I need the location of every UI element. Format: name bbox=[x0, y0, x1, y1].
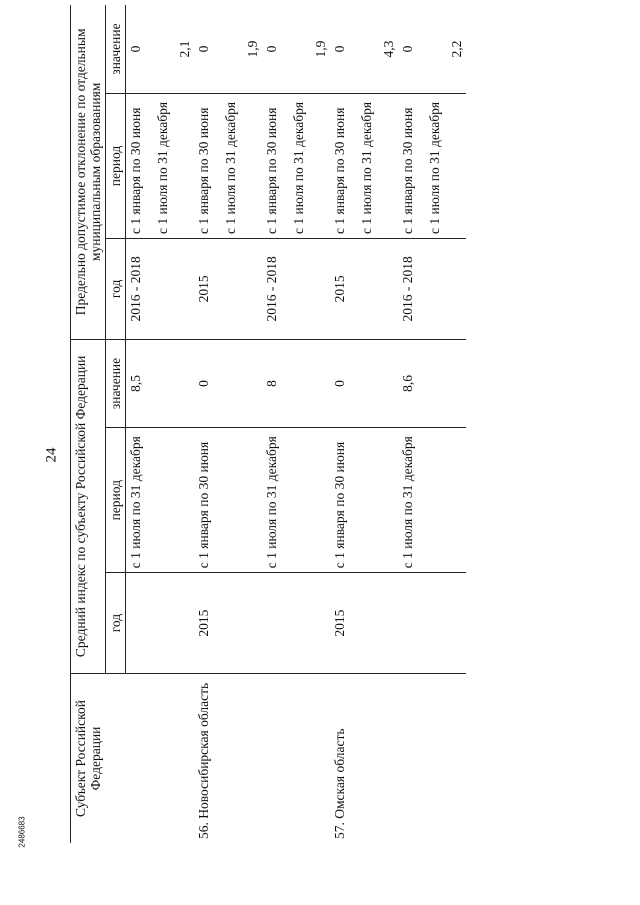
dev-value-cell: 0 1,9 bbox=[264, 40, 328, 58]
dev-period-cell: с 1 января по 30 июня с 1 июля по 31 декабря bbox=[262, 94, 330, 239]
rotated-table-wrapper bbox=[70, 5, 550, 843]
header-max-deviation: Предельно допустимое отклонение по отдельным муниципальным образованиям bbox=[71, 5, 106, 339]
subject-cell: 57. Омская область bbox=[330, 673, 398, 843]
subject-cell bbox=[126, 673, 195, 843]
dev-period-cell: с 1 января по 30 июня с 1 июля по 31 декабря bbox=[398, 94, 466, 239]
avg-period-cell: с 1 июля по 31 декабря bbox=[126, 428, 195, 573]
header-avg-period: период bbox=[106, 428, 126, 573]
dev-period-cell: с 1 января по 30 июня с 1 июля по 31 декабря bbox=[194, 94, 262, 239]
dev-year-cell: 2016 - 2018 bbox=[262, 238, 330, 339]
dev-value-cell: 0 1,9 bbox=[196, 40, 260, 58]
avg-period-cell: с 1 июля по 31 декабря bbox=[398, 428, 466, 573]
subject-cell: 56. Новосибирская область bbox=[194, 673, 262, 843]
header-dev-period: период bbox=[106, 94, 126, 239]
dev-year-cell: 2016 - 2018 bbox=[398, 238, 466, 339]
page-number: 24 bbox=[43, 447, 60, 463]
dev-period-cell: с 1 января по 30 июня с 1 июля по 31 декабря bbox=[126, 94, 195, 239]
header-avg-value: значение bbox=[106, 339, 126, 427]
avg-period-cell: с 1 января по 30 июня bbox=[194, 428, 262, 573]
header-subject: Субъект Российской Федерации bbox=[71, 673, 126, 843]
subject-cell bbox=[398, 673, 466, 843]
dev-year-cell: 2015 bbox=[194, 238, 262, 339]
dev-period-cell: с 1 января по 30 июня с 1 июля по 31 декабря bbox=[330, 94, 398, 239]
tariff-table bbox=[70, 5, 466, 843]
avg-year-cell: 2015 bbox=[330, 573, 398, 674]
header-dev-year: год bbox=[106, 238, 126, 339]
avg-year-cell bbox=[398, 573, 466, 674]
avg-value-cell: 8,5 bbox=[126, 339, 195, 427]
header-row-1 bbox=[71, 5, 106, 843]
avg-year-cell: 2015 bbox=[194, 573, 262, 674]
avg-value-cell: 0 bbox=[194, 339, 262, 427]
avg-period-cell: с 1 июля по 31 декабря bbox=[262, 428, 330, 573]
dev-year-cell: 2015 bbox=[330, 238, 398, 339]
header-dev-value: значение bbox=[106, 5, 126, 94]
table-row bbox=[398, 5, 466, 843]
dev-value-cell: 0 4,3 bbox=[332, 40, 396, 58]
dev-year-cell: 2016 - 2018 bbox=[126, 238, 195, 339]
avg-value-cell: 0 bbox=[330, 339, 398, 427]
avg-value-cell: 8,6 bbox=[398, 339, 466, 427]
avg-year-cell bbox=[262, 573, 330, 674]
document-code: 2486683 bbox=[17, 816, 27, 848]
header-avg-year: год bbox=[106, 573, 126, 674]
avg-year-cell bbox=[126, 573, 195, 674]
dev-value-cell: 0 2,1 bbox=[128, 40, 192, 58]
table-row bbox=[330, 5, 398, 843]
dev-value-cell: 0 2,2 bbox=[400, 40, 464, 58]
table-row bbox=[126, 5, 195, 843]
header-avg-index: Средний индекс по субъекту Российской Федерации bbox=[71, 339, 106, 673]
subject-cell bbox=[262, 673, 330, 843]
table-row bbox=[194, 5, 262, 843]
avg-value-cell: 8 bbox=[262, 339, 330, 427]
table-row bbox=[262, 5, 330, 843]
avg-period-cell: с 1 января по 30 июня bbox=[330, 428, 398, 573]
